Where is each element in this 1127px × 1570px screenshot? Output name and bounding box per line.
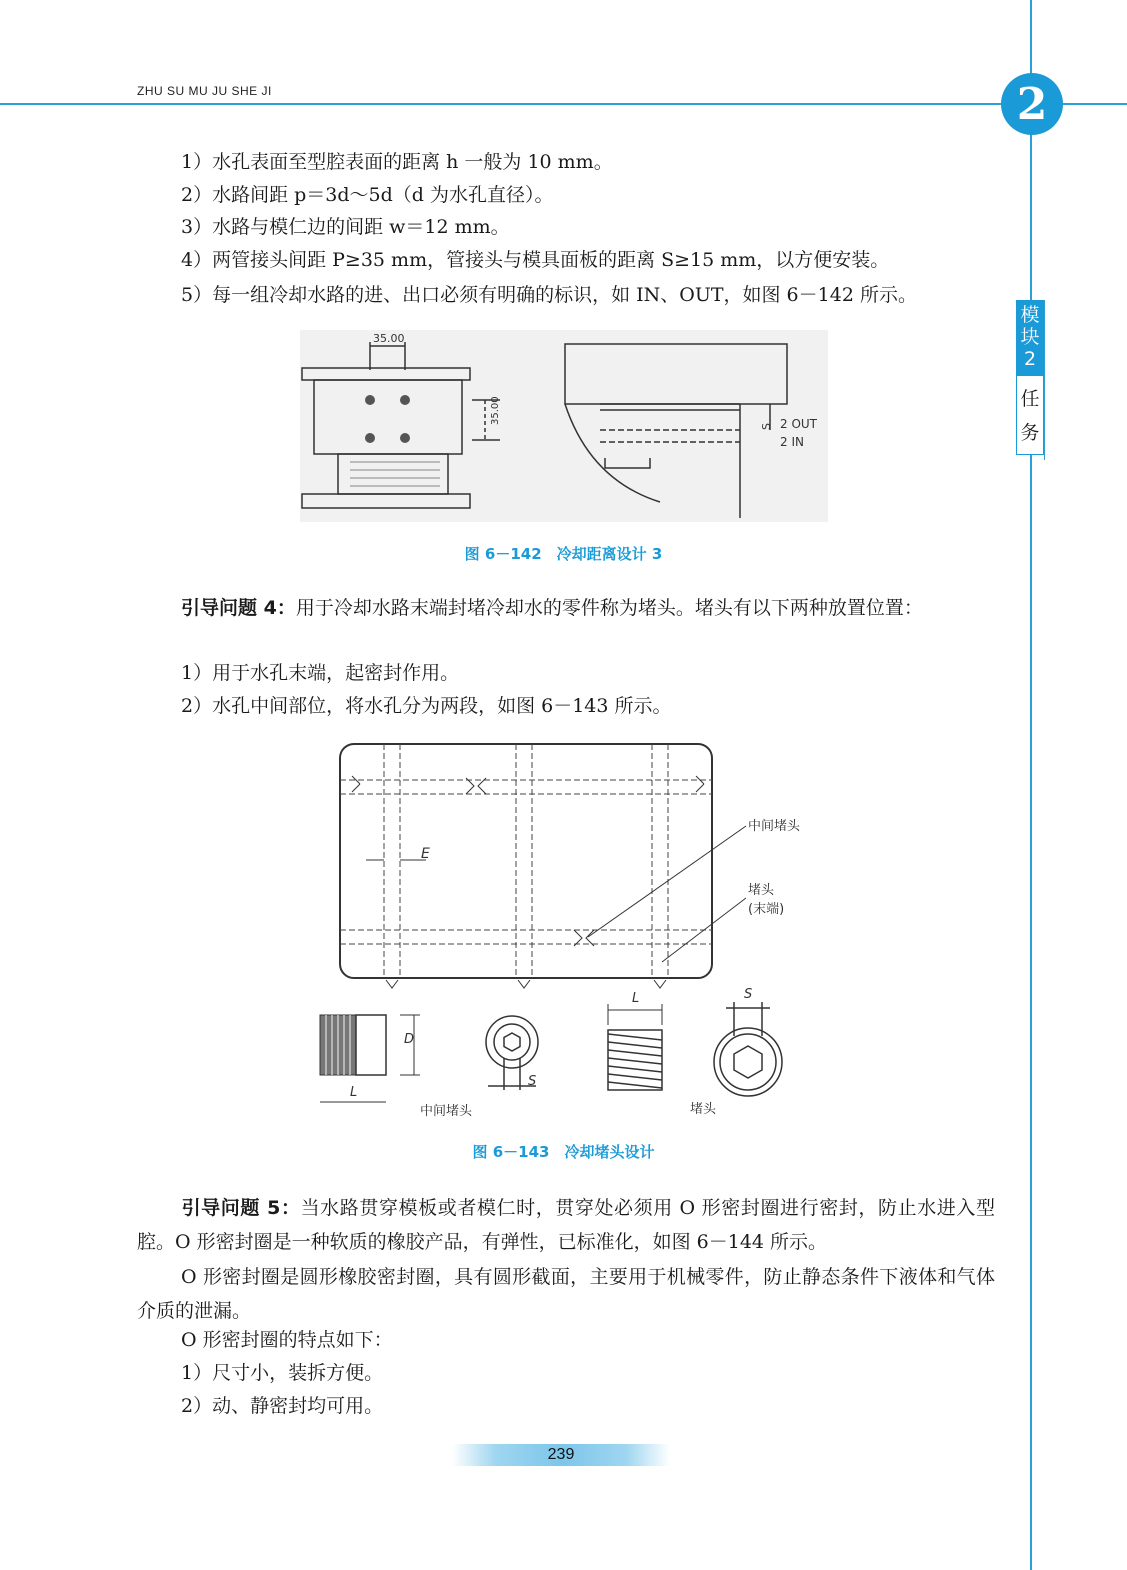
side-tab-rule xyxy=(1044,300,1045,460)
fitting-icon xyxy=(400,433,410,443)
side-tab-char: 2 xyxy=(1023,348,1037,370)
question-text: 当水路贯穿模板或者模仁时，贯穿处必须用 O 形密封圈进行密封，防止水进入型腔。O 形密封圈是一种软质的橡胶产品，有弹性，已标准化，如图 6－144 所示。 xyxy=(137,1197,995,1253)
water-channels xyxy=(340,744,712,978)
guiding-question-5 xyxy=(137,1191,995,1259)
side-tab-task xyxy=(1016,376,1044,455)
dimension-top: 35.00 xyxy=(373,332,405,345)
side-tab-char: 块 xyxy=(1020,326,1040,348)
label-l1: L xyxy=(350,1085,358,1100)
label-middle-plug: 中间堵头 xyxy=(748,819,801,834)
side-tab-char: 任 xyxy=(1020,388,1040,410)
figure-6-142 xyxy=(300,330,828,522)
paragraph-text: O 形密封圈是圆形橡胶密封圈，具有圆形截面，主要用于机械零件，防止静态条件下液体和气体介质的泄漏。 xyxy=(137,1266,995,1322)
label-end-plug-note: (末端) xyxy=(748,902,785,917)
label-s2: S xyxy=(744,987,753,1002)
question-title: 引导问题 4： xyxy=(181,597,296,619)
list-item: 2）水路间距 p＝3d～5d（d 为水孔直径）。 xyxy=(181,184,554,206)
side-tab-module xyxy=(1016,300,1044,376)
label-d: D xyxy=(404,1032,415,1047)
list-item: 1）水孔表面至型腔表面的距离 h 一般为 10 mm。 xyxy=(181,151,613,173)
label-s1: S xyxy=(528,1074,537,1089)
header-rule xyxy=(0,103,1127,105)
list-item: 1）用于水孔末端，起密封作用。 xyxy=(181,662,460,684)
chapter-number: 2 xyxy=(1016,78,1048,130)
fitting-icon xyxy=(365,395,375,405)
module-side-tab xyxy=(1016,300,1044,455)
paragraph xyxy=(137,1260,995,1328)
list-item: 3）水路与模仁边的间距 w＝12 mm。 xyxy=(181,216,510,238)
label-in: 2 IN xyxy=(780,435,804,449)
figure-6-143 xyxy=(316,740,816,1130)
plug-front-view xyxy=(714,1002,782,1096)
list-item: 2）水孔中间部位，将水孔分为两段，如图 6－143 所示。 xyxy=(181,695,672,717)
figure-caption: 图 6－143 冷却堵头设计 xyxy=(472,1143,655,1161)
label-l2: L xyxy=(632,991,640,1006)
guiding-question-4 xyxy=(137,591,995,625)
page-number: 239 xyxy=(452,1444,670,1466)
list-item: 4）两管接头间距 P≥35 mm，管接头与模具面板的距离 S≥15 mm，以方便安装。 xyxy=(181,249,890,271)
mold-plate xyxy=(340,744,712,978)
side-tab-char: 务 xyxy=(1020,422,1040,444)
list-item: 5）每一组冷却水路的进、出口必须有明确的标识，如 IN、OUT，如图 6－142 所示。 xyxy=(181,284,917,306)
list-item: 1）尺寸小，装拆方便。 xyxy=(181,1362,384,1384)
plug-markers xyxy=(352,776,704,988)
label-end-plug: 堵头 xyxy=(748,883,775,898)
label-bottom-middle-plug: 中间堵头 xyxy=(420,1104,473,1119)
side-tab-char: 模 xyxy=(1020,304,1040,326)
margin-rule xyxy=(1030,0,1032,1570)
label-out: 2 OUT xyxy=(780,417,818,431)
running-title: ZHU SU MU JU SHE JI xyxy=(137,84,272,98)
list-item: 2）动、静密封均可用。 xyxy=(181,1395,384,1417)
figure-caption: 图 6－142 冷却距离设计 3 xyxy=(464,545,663,563)
dimension-s: S xyxy=(760,423,773,430)
threaded-plug-side-view xyxy=(608,1004,662,1090)
fitting-icon xyxy=(365,433,375,443)
question-text: 用于冷却水路末端封堵冷却水的零件称为堵头。堵头有以下两种放置位置： xyxy=(295,597,923,619)
question-title: 引导问题 5： xyxy=(181,1197,301,1219)
chapter-badge xyxy=(1001,73,1063,135)
label-bottom-plug: 堵头 xyxy=(690,1102,717,1117)
leader-line xyxy=(588,826,746,937)
middle-plug-side-view xyxy=(320,1015,420,1102)
label-e: E xyxy=(421,846,430,862)
paragraph: O 形密封圈的特点如下： xyxy=(181,1329,393,1351)
dimension-side: 35.00 xyxy=(490,396,501,425)
figure-background xyxy=(300,330,828,522)
fitting-icon xyxy=(400,395,410,405)
